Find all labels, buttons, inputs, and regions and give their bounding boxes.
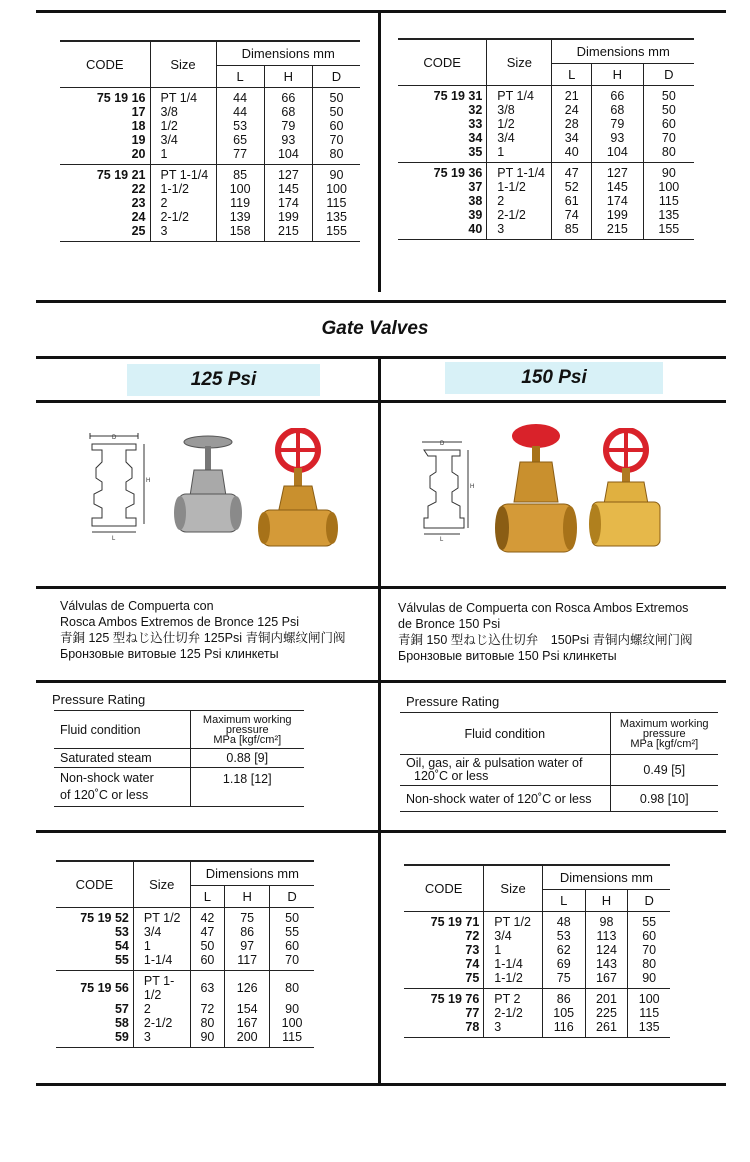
h-cell: 167	[585, 971, 628, 989]
h-cell: 145	[592, 180, 644, 194]
h-header: H	[264, 65, 312, 87]
size-cell: PT 1/2	[133, 907, 190, 925]
condition-cell: Non-shock water of 120˚C or less	[400, 786, 610, 812]
d-header: D	[643, 63, 694, 85]
h-cell: 66	[264, 87, 312, 105]
dimensions-header: Dimensions mm	[190, 861, 314, 885]
svg-text:L: L	[440, 537, 444, 542]
table-row	[56, 970, 314, 1002]
l-header: L	[542, 889, 585, 911]
l-cell: 86	[542, 988, 585, 1006]
table-row	[398, 103, 694, 117]
code-cell: 40	[398, 222, 487, 240]
size-cell: PT 1/4	[150, 87, 216, 105]
code-cell: 75 19 36	[398, 162, 487, 180]
l-header: L	[190, 885, 225, 907]
l-cell: 75	[542, 971, 585, 989]
l-cell: 80	[190, 1016, 225, 1030]
size-cell: 1-1/4	[484, 957, 543, 971]
l-cell: 85	[552, 222, 592, 240]
size-cell: 3/4	[487, 131, 552, 145]
table-row	[398, 117, 694, 131]
h-cell: 199	[264, 210, 312, 224]
table-row	[404, 971, 670, 989]
size-cell: 1-1/2	[487, 180, 552, 194]
code-cell: 19	[60, 133, 150, 147]
l-cell: 74	[552, 208, 592, 222]
dimension-table-bottom-left	[56, 860, 314, 1048]
code-cell: 17	[60, 105, 150, 119]
d-cell: 55	[285, 924, 300, 939]
pressure-value: 0.98 [10]	[610, 786, 718, 812]
l-cell: 24	[552, 103, 592, 117]
h-cell: 66	[592, 85, 644, 103]
svg-text:H: H	[470, 484, 475, 490]
l-cell: 50	[190, 939, 225, 953]
pressure-rating-title-125: Pressure Rating	[52, 692, 146, 707]
condition-cell: Non-shock water of 120˚C or less	[54, 768, 190, 807]
max-pressure-header: Maximum working pressure MPa [kgf/cm²]	[190, 711, 304, 749]
code-cell: 59	[56, 1030, 133, 1048]
dimensions-header: Dimensions mm	[216, 41, 360, 65]
h-cell: 104	[592, 145, 644, 163]
l-cell: 77	[216, 147, 264, 165]
h-cell: 86	[225, 925, 270, 939]
h-header: H	[592, 63, 644, 85]
h-cell: 200	[225, 1030, 270, 1048]
table-row	[56, 953, 314, 971]
table-row	[404, 943, 670, 957]
code-cell: 39	[398, 208, 487, 222]
table-row	[404, 988, 670, 1006]
max-pressure-header: Maximum working pressure MPa [kgf/cm²]	[610, 713, 718, 755]
l-cell: 60	[190, 953, 225, 971]
l-cell: 119	[216, 196, 264, 210]
section-rule-4	[36, 586, 726, 589]
top-rule	[36, 10, 726, 13]
table-row	[404, 1020, 670, 1038]
section-rule-3	[36, 400, 726, 403]
code-cell: 75 19 52	[56, 907, 133, 925]
h-cell: 75	[225, 907, 270, 925]
h-cell: 117	[225, 953, 270, 971]
code-cell: 35	[398, 145, 487, 163]
middle-divider	[378, 356, 381, 1086]
code-cell: 75 19 76	[404, 988, 484, 1006]
header-row	[404, 865, 670, 889]
table-row	[404, 957, 670, 971]
l-header: L	[216, 65, 264, 87]
section-rule-2	[36, 356, 726, 359]
d-cell: 50	[285, 910, 300, 925]
h-cell: 215	[264, 224, 312, 242]
h-cell: 154	[225, 1002, 270, 1016]
pressure-table-150	[400, 712, 718, 812]
d-cell: 50	[329, 90, 344, 105]
size-header: Size	[133, 861, 190, 907]
size-cell: PT 1/4	[487, 85, 552, 103]
d-cell: 90	[329, 167, 344, 182]
table-row	[60, 164, 360, 182]
d-cell: 90	[628, 971, 670, 989]
pressure-value: 1.18 [12]	[190, 768, 304, 807]
code-cell: 72	[404, 929, 484, 943]
d-cell: 60	[661, 116, 676, 131]
h-cell: 215	[592, 222, 644, 240]
description-zh: 青銅 125 型ねじ込仕切弁 125Psi 青铜内螺纹闸门阀	[60, 631, 346, 645]
valve-diagram-150	[418, 438, 478, 547]
header-row	[398, 39, 694, 63]
code-cell: 25	[60, 224, 150, 242]
l-cell: 90	[190, 1030, 225, 1048]
dimension-table-top-left	[60, 40, 360, 242]
d-cell: 155	[313, 224, 361, 242]
table-row	[60, 119, 360, 133]
table-row	[398, 145, 694, 163]
d-cell: 50	[329, 104, 344, 119]
size-cell: PT 1-1/2	[133, 970, 190, 1002]
d-cell: 135	[326, 209, 347, 224]
d-cell: 50	[661, 102, 676, 117]
h-cell: 68	[264, 105, 312, 119]
d-cell: 70	[270, 953, 314, 971]
h-cell: 174	[592, 194, 644, 208]
dimension-table-bottom-right	[404, 864, 670, 1038]
size-cell: 3/8	[150, 105, 216, 119]
l-cell: 63	[190, 970, 225, 1002]
size-cell: PT 1-1/4	[150, 164, 216, 182]
steel-gate-valve-image	[172, 432, 244, 553]
table-row	[56, 939, 314, 953]
size-cell: 1	[133, 939, 190, 953]
l-cell: 61	[552, 194, 592, 208]
table-row	[398, 222, 694, 240]
l-cell: 28	[552, 117, 592, 131]
l-cell: 42	[190, 907, 225, 925]
code-cell: 73	[404, 943, 484, 957]
l-cell: 139	[216, 210, 264, 224]
h-cell: 113	[585, 929, 628, 943]
d-cell: 155	[643, 222, 694, 240]
svg-text:D: D	[440, 441, 445, 447]
d-header: D	[270, 885, 314, 907]
description-ru: Бронзовые витовые 125 Psi клинкеты	[60, 647, 279, 661]
badge-125-psi: 125 Psi	[127, 364, 320, 396]
size-cell: 3/4	[150, 133, 216, 147]
size-cell: 1/2	[150, 119, 216, 133]
description-es-line1: Válvulas de Compuerta con Rosca Ambos Extremos	[398, 601, 689, 615]
l-cell: 116	[542, 1020, 585, 1038]
l-cell: 105	[542, 1006, 585, 1020]
h-cell: 98	[585, 911, 628, 929]
code-cell: 22	[60, 182, 150, 196]
table-row	[398, 85, 694, 103]
table-row	[60, 147, 360, 165]
size-cell: PT 2	[484, 988, 543, 1006]
table-row	[56, 925, 314, 939]
size-header: Size	[150, 41, 216, 87]
h-cell: 145	[264, 182, 312, 196]
l-cell: 40	[552, 145, 592, 163]
header-row	[60, 41, 360, 65]
table-row	[60, 133, 360, 147]
d-header: D	[628, 889, 670, 911]
description-150	[398, 600, 728, 664]
code-cell: 75 19 31	[398, 85, 487, 103]
code-cell: 75 19 21	[60, 164, 150, 182]
d-cell: 70	[661, 130, 676, 145]
size-cell: 2-1/2	[484, 1006, 543, 1020]
h-header: H	[585, 889, 628, 911]
dimensions-header: Dimensions mm	[542, 865, 670, 889]
d-cell: 80	[285, 980, 300, 995]
d-cell: 115	[639, 1005, 660, 1020]
l-cell: 62	[542, 943, 585, 957]
l-cell: 34	[552, 131, 592, 145]
h-cell: 261	[585, 1020, 628, 1038]
size-header: Size	[484, 865, 543, 911]
h-cell: 79	[264, 119, 312, 133]
l-header: L	[552, 63, 592, 85]
l-cell: 53	[216, 119, 264, 133]
pressure-value: 0.88 [9]	[190, 749, 304, 768]
description-es-line1: Válvulas de Compuerta con	[60, 599, 214, 613]
code-cell: 55	[56, 953, 133, 971]
bronze-gate-valve-image-150-alt	[586, 428, 666, 555]
h-cell: 199	[592, 208, 644, 222]
table-row	[56, 1030, 314, 1048]
size-cell: 3	[487, 222, 552, 240]
size-cell: 2-1/2	[150, 210, 216, 224]
code-header: CODE	[56, 861, 133, 907]
table-row	[60, 224, 360, 242]
code-cell: 20	[60, 147, 150, 165]
d-cell: 80	[313, 147, 361, 165]
section-rule-1	[36, 300, 726, 303]
size-cell: 3/8	[487, 103, 552, 117]
d-cell: 60	[642, 928, 657, 943]
svg-text:D: D	[112, 435, 117, 441]
l-cell: 48	[542, 911, 585, 929]
l-cell: 53	[542, 929, 585, 943]
size-cell: 2	[133, 1002, 190, 1016]
table-row	[404, 929, 670, 943]
size-cell: 1/2	[487, 117, 552, 131]
description-es-line2: de Bronce 150 Psi	[398, 617, 501, 631]
size-cell: 1-1/2	[484, 971, 543, 989]
d-cell: 55	[642, 914, 657, 929]
size-cell: PT 1-1/4	[487, 162, 552, 180]
size-cell: 2	[150, 196, 216, 210]
code-cell: 54	[56, 939, 133, 953]
h-cell: 104	[264, 147, 312, 165]
table-row	[56, 1002, 314, 1016]
fluid-condition-header: Fluid condition	[54, 711, 190, 749]
size-cell: 1-1/4	[133, 953, 190, 971]
h-cell: 97	[225, 939, 270, 953]
d-cell: 100	[658, 179, 680, 194]
pressure-table-125	[54, 710, 304, 807]
d-cell: 70	[642, 942, 657, 957]
bronze-gate-valve-image-150	[494, 420, 578, 563]
condition-cell: Oil, gas, air & pulsation water of 120˚C or less	[400, 755, 610, 786]
description-zh: 青銅 150 型ねじ込仕切弁 150Psi 青铜内螺纹闸门阀	[398, 633, 693, 647]
d-cell: 70	[329, 132, 344, 147]
h-cell: 167	[225, 1016, 270, 1030]
bronze-gate-valve-image-125	[256, 428, 340, 555]
l-cell: 69	[542, 957, 585, 971]
h-cell: 79	[592, 117, 644, 131]
l-cell: 100	[216, 182, 264, 196]
d-cell: 115	[658, 193, 679, 208]
size-cell: 1	[487, 145, 552, 163]
code-header: CODE	[60, 41, 150, 87]
l-cell: 158	[216, 224, 264, 242]
code-cell: 77	[404, 1006, 484, 1020]
code-cell: 24	[60, 210, 150, 224]
d-header: D	[313, 65, 361, 87]
d-cell: 50	[661, 88, 676, 103]
code-cell: 53	[56, 925, 133, 939]
d-cell: 115	[270, 1030, 314, 1048]
code-header: CODE	[398, 39, 487, 85]
table-row	[60, 196, 360, 210]
svg-text:H: H	[146, 478, 151, 484]
code-cell: 57	[56, 1002, 133, 1016]
code-cell: 75 19 16	[60, 87, 150, 105]
table-row	[60, 105, 360, 119]
valve-diagram-125	[84, 430, 164, 547]
condition-cell: Saturated steam	[54, 749, 190, 768]
table-row	[398, 162, 694, 180]
d-cell: 100	[281, 1015, 303, 1030]
d-cell: 60	[285, 938, 300, 953]
table-row	[60, 182, 360, 196]
code-cell: 23	[60, 196, 150, 210]
table-row	[404, 1006, 670, 1020]
top-divider	[378, 10, 381, 292]
size-cell: 3/4	[484, 929, 543, 943]
l-cell: 85	[216, 164, 264, 182]
size-cell: 2-1/2	[133, 1016, 190, 1030]
d-cell: 90	[661, 165, 676, 180]
size-cell: 3	[484, 1020, 543, 1038]
section-title: Gate Valves	[321, 318, 429, 339]
table-row	[60, 87, 360, 105]
section-rule-6	[36, 830, 726, 833]
code-cell: 32	[398, 103, 487, 117]
table-row	[398, 180, 694, 194]
l-cell: 44	[216, 105, 264, 119]
h-cell: 225	[585, 1006, 628, 1020]
h-header: H	[225, 885, 270, 907]
header-row	[56, 861, 314, 885]
fluid-condition-header: Fluid condition	[400, 713, 610, 755]
code-cell: 75 19 56	[56, 970, 133, 1002]
table-row	[398, 131, 694, 145]
table-row	[56, 1016, 314, 1030]
size-cell: 2-1/2	[487, 208, 552, 222]
size-cell: 1	[150, 147, 216, 165]
table-row	[398, 194, 694, 208]
d-cell: 135	[658, 207, 680, 222]
size-header: Size	[487, 39, 552, 85]
l-cell: 72	[190, 1002, 225, 1016]
code-cell: 74	[404, 957, 484, 971]
size-cell: 2	[487, 194, 552, 208]
l-cell: 44	[216, 87, 264, 105]
h-cell: 201	[585, 988, 628, 1006]
d-cell: 135	[628, 1020, 670, 1038]
table-row	[56, 907, 314, 925]
d-cell: 100	[326, 181, 347, 196]
code-cell: 75	[404, 971, 484, 989]
size-cell: 3	[133, 1030, 190, 1048]
d-cell: 100	[638, 991, 660, 1006]
h-cell: 68	[592, 103, 644, 117]
size-cell: 1-1/2	[150, 182, 216, 196]
bottom-rule	[36, 1083, 726, 1086]
badge-150-psi: 150 Psi	[445, 362, 663, 394]
dimensions-header: Dimensions mm	[552, 39, 694, 63]
size-cell: 3	[150, 224, 216, 242]
d-cell: 80	[642, 956, 657, 971]
description-ru: Бронзовые витовые 150 Psi клинкеты	[398, 649, 617, 663]
code-cell: 18	[60, 119, 150, 133]
h-cell: 143	[585, 957, 628, 971]
d-cell: 60	[329, 118, 344, 133]
code-header: CODE	[404, 865, 484, 911]
l-cell: 65	[216, 133, 264, 147]
h-cell: 124	[585, 943, 628, 957]
h-cell: 174	[264, 196, 312, 210]
svg-text:L: L	[112, 536, 116, 542]
code-cell: 37	[398, 180, 487, 194]
code-cell: 78	[404, 1020, 484, 1038]
table-row	[60, 210, 360, 224]
table-row	[404, 911, 670, 929]
h-cell: 127	[592, 162, 644, 180]
d-cell: 90	[285, 1001, 300, 1016]
code-cell: 34	[398, 131, 487, 145]
h-cell: 93	[264, 133, 312, 147]
pressure-value: 0.49 [5]	[610, 755, 718, 786]
code-cell: 58	[56, 1016, 133, 1030]
dimension-table-top-right	[398, 38, 694, 240]
size-cell: 1	[484, 943, 543, 957]
section-rule-5	[36, 680, 726, 683]
description-es-line2: Rosca Ambos Extremos de Bronce 125 Psi	[60, 615, 300, 629]
table-row	[398, 208, 694, 222]
size-cell: 3/4	[133, 925, 190, 939]
d-cell: 115	[326, 195, 347, 210]
description-125	[60, 598, 370, 662]
code-cell: 75 19 71	[404, 911, 484, 929]
l-cell: 21	[552, 85, 592, 103]
l-cell: 52	[552, 180, 592, 194]
size-cell: PT 1/2	[484, 911, 543, 929]
code-cell: 38	[398, 194, 487, 208]
d-cell: 80	[643, 145, 694, 163]
h-cell: 93	[592, 131, 644, 145]
l-cell: 47	[552, 162, 592, 180]
l-cell: 47	[190, 925, 225, 939]
code-cell: 33	[398, 117, 487, 131]
pressure-rating-title-150: Pressure Rating	[406, 694, 500, 709]
h-cell: 126	[225, 970, 270, 1002]
h-cell: 127	[264, 164, 312, 182]
